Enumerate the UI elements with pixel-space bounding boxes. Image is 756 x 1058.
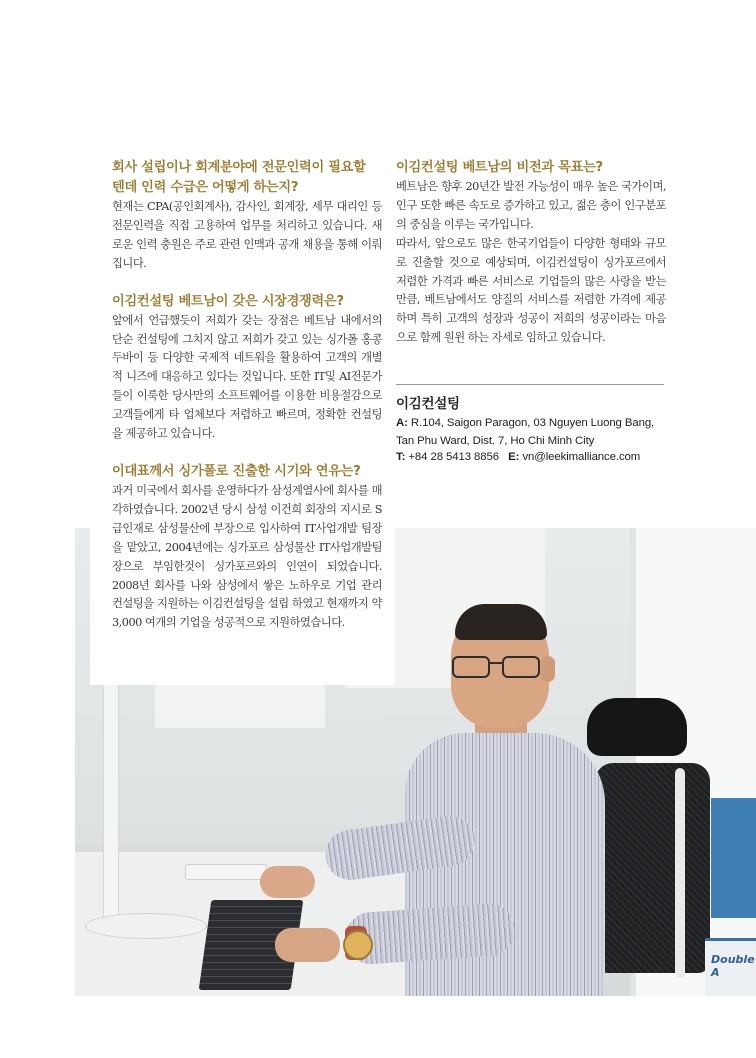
section-paragraph: 따라서, 앞으로도 많은 한국기업들이 다양한 형태와 규모로 진출할 것으로 예상되며, 이김컨설팅이 싱가포르에서 저렴한 가격과 빠른 서비스로 기업들의 많은 사랑을 받는 만큼, 베트남에서도 양질의 서비스를 저렴한 가격에 제공하며 특히 고객의 성장과 성공이 저희의 성공이라는 마음으로 함께 원윈 하는 자세로 임하고 있습니다. <box>396 236 666 345</box>
email-address[interactable]: vn@leekimalliance.com <box>522 451 641 463</box>
section-paragraph: 베트남은 향후 20년간 발전 가능성이 매우 높은 국가이며, 인구 또한 빠른 속도로 증가하고 있고, 젊은 층이 인구분포의 중심을 이루는 국가입니다. <box>396 180 666 231</box>
email-label: E: <box>508 451 520 463</box>
section-heading: 회사 설립이나 회계분야에 전문인력이 필요할 텐데 인력 수급은 어떻게 하는지? <box>112 160 366 195</box>
address-label: A: <box>396 417 408 429</box>
phone-label: T: <box>396 451 406 463</box>
company-name: 이김컨설팅 <box>396 396 460 412</box>
contact-phone-email <box>396 448 640 466</box>
phone-number: +84 28 5413 8856 <box>408 451 499 463</box>
section-body: 앞에서 언급했듯이 저희가 갖는 장점은 베트남 내에서의 단순 컨설팅에 그치지 않고 저희가 갖고 있는 싱가폴 홍콩 두바이 등 다양한 국제적 네트워을 활용하여 고객의 개별적 니즈에 대응하고 있다는 것입니다. 또한 IT및 AI전문가들이 이룩한 당사만의 소프트웨어를 이용한 비용절감으로 고객들에게 타 업체보다 저렴하고 빠르며, 정확한 컨설팅을 제공하고 있습니다. <box>112 313 382 441</box>
section-body: 현재는 CPA(공인회계사), 감사인, 회계장, 세무 대리인 등 전문인력을 직접 고용하여 업무를 처리하고 있습니다. 새로운 인력 충원은 주로 관련 인맥과 공개 채용을 통해 이뤄집니다. <box>112 200 382 270</box>
glasses <box>450 656 542 676</box>
section-heading: 이대표께서 싱가폴로 진출한 시기와 연유는? <box>112 463 361 479</box>
address-line1: R.104, Saigon Paragon, 03 Nguyen Luong Bang, <box>410 417 655 429</box>
section-heading: 이김컨설팅 베트남이 갖은 시장경쟁력은? <box>112 293 344 309</box>
section-body: 과거 미국에서 회사를 운영하다가 삼성계열사에 회사를 매각하였습니다. 2002년 당시 삼성 이건희 회장의 지시로 S급인재로 삼성물산에 부장으로 입사하여 IT사업개발 팀장을 맡았고, 2004년에는 싱가포르 삼성물산 IT사업개발팀장으로 부임한것이 싱가포르와의 인연이 되었습니다. 2008년 회사를 나와 삼성에서 쌓은 노하우로 기업 관리 컨설팅을 지원하는 이김컨설팅을 설립 하였고 현재까지 약 3,000 여개의 기업을 성공적으로 지원하였습니다. <box>112 483 382 630</box>
office-chair <box>595 763 710 973</box>
box-label: Double A <box>711 953 755 979</box>
address-line2: Tan Phu Ward, Dist. 7, Ho Chi Minh City <box>396 435 595 447</box>
divider <box>396 384 664 385</box>
paper-box <box>711 798 756 918</box>
right-column <box>396 158 666 348</box>
power-strip <box>185 864 267 880</box>
contact-address <box>396 414 654 432</box>
section-heading: 이김컨설팅 베트남의 비전과 목표는? <box>396 160 603 175</box>
chair-headrest <box>587 698 687 756</box>
left-column <box>112 158 382 633</box>
